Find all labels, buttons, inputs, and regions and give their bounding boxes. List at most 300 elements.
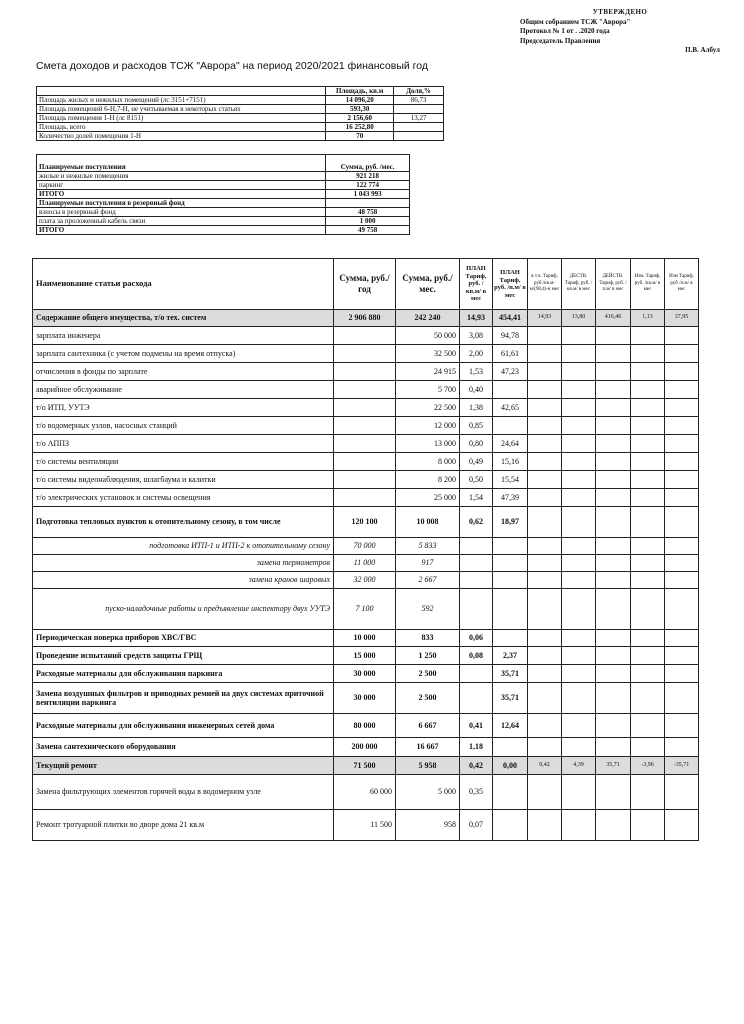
actual-rate-pm: 35,71 [596,757,631,775]
actual-rate-sqm [562,381,596,399]
incl-rate [528,399,562,417]
actual-rate-pm [596,538,631,555]
expense-row [33,453,699,471]
sum-year: 200 000 [334,738,396,757]
expense-row [33,757,699,775]
sum-month: 16 667 [396,738,460,757]
actual-rate-sqm [562,810,596,841]
change-rate-pm [665,775,699,810]
sum-year [334,381,396,399]
expense-row [33,399,699,417]
item-name: зарплата инженера [33,327,334,345]
sum-month: 10 008 [396,507,460,538]
expense-row [33,572,699,589]
plan-rate-pm: 0,00 [493,757,528,775]
actual-rate-sqm: 13,80 [562,310,596,327]
plan-rate-sqm: 0,49 [460,453,493,471]
plan-rate-sqm [460,589,493,630]
sum-year: 60 000 [334,775,396,810]
change-rate-pm [665,489,699,507]
plan-rate-sqm: 2,00 [460,345,493,363]
plan-rate-pm [493,589,528,630]
sum-month: 592 [396,589,460,630]
change-rate-sqm [631,665,665,683]
expense-row [33,738,699,757]
header-sum-year: Сумма, руб./год [334,259,396,310]
area-value: 593,30 [326,105,394,114]
sum-month: 6 667 [396,714,460,738]
sum-month: 8 000 [396,453,460,471]
plan-rate-sqm [460,572,493,589]
area-label: Площадь, всего [37,123,326,132]
sum-year: 7 100 [334,589,396,630]
actual-rate-sqm [562,647,596,665]
plan-rate-pm [493,630,528,647]
sum-year [334,453,396,471]
expense-row [33,714,699,738]
plan-rate-sqm: 0,41 [460,714,493,738]
item-name: зарплата сантехника (с учетом подмены на время отпуска) [33,345,334,363]
actual-rate-sqm [562,471,596,489]
sum-month: 22 500 [396,399,460,417]
plan-rate-pm [493,417,528,435]
change-rate-sqm [631,399,665,417]
area-row [37,96,444,105]
income-value [326,199,410,208]
item-name: аварийное обслуживание [33,381,334,399]
incl-rate [528,381,562,399]
actual-rate-pm [596,555,631,572]
sum-year: 10 000 [334,630,396,647]
plan-rate-sqm: 0,50 [460,471,493,489]
area-label: Площадь помещений 6-Н,7-Н, не учитываемая в некоторых статьях [37,105,326,114]
actual-rate-pm [596,572,631,589]
area-label: Количество долей помещения 1-Н [37,132,326,141]
income-value: 122 774 [326,181,410,190]
incl-rate [528,363,562,381]
plan-rate-sqm [460,555,493,572]
sum-year: 11 500 [334,810,396,841]
change-rate-sqm [631,775,665,810]
change-rate-sqm [631,435,665,453]
item-name: Текущий ремонт [33,757,334,775]
actual-rate-sqm [562,714,596,738]
plan-rate-sqm: 0,40 [460,381,493,399]
change-rate-sqm [631,572,665,589]
item-name: т/о электрических установок и системы освещения [33,489,334,507]
document-title: Смета доходов и расходов ТСЖ "Аврора" на период 2020/2021 финансовый год [36,60,429,72]
change-rate-sqm [631,381,665,399]
actual-rate-pm [596,665,631,683]
actual-rate-sqm [562,327,596,345]
actual-rate-pm [596,399,631,417]
actual-rate-sqm [562,538,596,555]
income-row [37,181,410,190]
sum-month: 5 833 [396,538,460,555]
area-share: 86,73 [394,96,444,105]
change-rate-sqm [631,363,665,381]
actual-rate-sqm [562,630,596,647]
actual-rate-sqm [562,738,596,757]
area-share [394,105,444,114]
item-name: Проведение испытаний средств защиты ГРЩ [33,647,334,665]
sum-year [334,471,396,489]
incl-rate [528,345,562,363]
change-rate-sqm [631,507,665,538]
change-rate-sqm: -3,96 [631,757,665,775]
area-value: 16 252,80 [326,123,394,132]
actual-rate-pm [596,381,631,399]
item-name: т/о системы видеонаблюдения, шлагбаума и калитки [33,471,334,489]
plan-rate-sqm: 1,53 [460,363,493,381]
item-name: Расходные материалы для обслуживания паркинга [33,665,334,683]
header-actual-rate-sqm: ДЕСТВ. Тариф, руб. /кв.м/ в мес [562,259,596,310]
sum-month: 917 [396,555,460,572]
plan-rate-pm: 15,16 [493,453,528,471]
incl-rate [528,589,562,630]
sum-month: 958 [396,810,460,841]
header-item-name: Наименование статьи расхода [33,259,334,310]
area-label: Площадь помещения 1-Н (лс 8151) [37,114,326,123]
approval-title: УТВЕРЖДЕНО [592,8,648,16]
incl-rate [528,775,562,810]
sum-month: 2 500 [396,683,460,714]
incl-rate [528,738,562,757]
sum-month: 8 200 [396,471,460,489]
item-name: т/о АППЗ [33,435,334,453]
plan-rate-sqm: 0,08 [460,647,493,665]
plan-rate-pm: 35,71 [493,665,528,683]
change-rate-sqm [631,714,665,738]
expense-table-body [33,310,699,841]
header-plan-rate-pm: ПЛАН Тариф, руб. /п.м/ в мес [493,259,528,310]
plan-rate-pm: 15,54 [493,471,528,489]
expense-row [33,630,699,647]
change-rate-sqm [631,683,665,714]
area-share: 13,27 [394,114,444,123]
expense-row [33,507,699,538]
incl-rate [528,507,562,538]
plan-rate-sqm: 1,18 [460,738,493,757]
income-label: жилые и нежилые помещения [37,172,326,181]
sum-month: 833 [396,630,460,647]
change-rate-pm [665,381,699,399]
plan-rate-pm: 35,71 [493,683,528,714]
income-value: 1 043 993 [326,190,410,199]
actual-rate-pm [596,589,631,630]
income-value: 921 218 [326,172,410,181]
actual-rate-sqm [562,665,596,683]
income-row [37,199,410,208]
sum-year: 120 100 [334,507,396,538]
actual-rate-pm [596,507,631,538]
expense-table [32,258,699,841]
incl-rate [528,665,562,683]
change-rate-pm [665,345,699,363]
item-name: замена термометров [33,555,334,572]
sum-month: 5 700 [396,381,460,399]
item-name: Ремонт тротуарной плитки во дворе дома 21 кв.м [33,810,334,841]
header-change-rate-sqm: Изм. Тариф, руб. /кв.м/ в мес [631,259,665,310]
actual-rate-sqm [562,435,596,453]
sum-year [334,399,396,417]
change-rate-sqm [631,738,665,757]
change-rate-pm [665,453,699,471]
sum-month: 2 667 [396,572,460,589]
area-header-share: Доля,% [394,87,444,96]
incl-rate [528,810,562,841]
area-header-empty [37,87,326,96]
header-sum-month: Сумма, руб./мес. [396,259,460,310]
plan-rate-sqm [460,665,493,683]
item-name: отчисления в фонды по зарплате [33,363,334,381]
plan-rate-pm: 454,41 [493,310,528,327]
income-row [37,217,410,226]
plan-rate-pm: 47,39 [493,489,528,507]
change-rate-sqm [631,327,665,345]
change-rate-pm [665,572,699,589]
actual-rate-sqm [562,507,596,538]
approval-signatory: П.В. Албул [685,46,720,54]
change-rate-pm [665,683,699,714]
income-label: ИТОГО [37,226,326,235]
expense-row [33,555,699,572]
actual-rate-pm [596,714,631,738]
change-rate-sqm [631,471,665,489]
area-table [36,86,444,141]
income-label: плата за проложенный кабель связи [37,217,326,226]
approval-line-3: Председатель Правления [520,36,601,45]
actual-rate-sqm [562,555,596,572]
approval-line-1: Общим собранием ТСЖ "Аврора" [520,17,631,26]
plan-rate-sqm [460,538,493,555]
change-rate-sqm [631,647,665,665]
actual-rate-sqm [562,417,596,435]
area-row [37,132,444,141]
area-share [394,132,444,141]
item-name: пуско-наладочные работы и предъявление инспектору двух УУТЭ [33,589,334,630]
sum-month: 25 000 [396,489,460,507]
actual-rate-pm [596,775,631,810]
area-label: Площадь жилых и нежилых помещений (лс 3151+7151) [37,96,326,105]
expense-row [33,381,699,399]
change-rate-pm [665,399,699,417]
actual-rate-sqm [562,683,596,714]
actual-rate-sqm: 4,39 [562,757,596,775]
sum-year: 11 000 [334,555,396,572]
incl-rate [528,647,562,665]
incl-rate [528,630,562,647]
plan-rate-pm: 24,64 [493,435,528,453]
actual-rate-sqm [562,345,596,363]
plan-rate-sqm: 0,35 [460,775,493,810]
area-value: 14 096,20 [326,96,394,105]
plan-rate-sqm [460,683,493,714]
plan-rate-pm: 61,61 [493,345,528,363]
plan-rate-pm [493,738,528,757]
actual-rate-pm [596,327,631,345]
change-rate-pm [665,435,699,453]
actual-rate-sqm [562,399,596,417]
plan-rate-pm: 18,97 [493,507,528,538]
change-rate-pm: 37,95 [665,310,699,327]
change-rate-sqm [631,538,665,555]
income-row [37,172,410,181]
plan-rate-pm: 12,64 [493,714,528,738]
sum-year: 80 000 [334,714,396,738]
actual-rate-pm [596,417,631,435]
income-header-label: Планируемые поступления [37,155,326,172]
actual-rate-sqm [562,572,596,589]
plan-rate-sqm: 0,80 [460,435,493,453]
approval-line-2: Протокол № 1 от . .2020 года [520,27,610,35]
actual-rate-pm [596,453,631,471]
change-rate-sqm [631,630,665,647]
sum-year [334,417,396,435]
sum-year: 30 000 [334,683,396,714]
item-name: т/о водомерных узлов, насосных станций [33,417,334,435]
expense-row [33,647,699,665]
sum-month: 5 000 [396,775,460,810]
income-value: 1 000 [326,217,410,226]
income-header-sum: Сумма, руб. /мес. [326,155,410,172]
expense-row [33,327,699,345]
sum-year [334,489,396,507]
item-name: Замена фильтрующих элементов горячей воды в водомерном узле [33,775,334,810]
item-name: Замена воздушных фильтров и приводных ремней на двух системах приточной вентиляции паркинга [33,683,334,714]
change-rate-sqm [631,810,665,841]
sum-month: 13 000 [396,435,460,453]
change-rate-sqm [631,589,665,630]
change-rate-pm [665,471,699,489]
change-rate-pm [665,738,699,757]
item-name: Расходные материалы для обслуживания инженерных сетей дома [33,714,334,738]
plan-rate-sqm: 0,42 [460,757,493,775]
change-rate-sqm [631,555,665,572]
item-name: т/о системы вентиляции [33,453,334,471]
approval-block [520,8,720,56]
sum-year: 30 000 [334,665,396,683]
area-value: 2 156,60 [326,114,394,123]
expense-row [33,810,699,841]
plan-rate-sqm: 0,62 [460,507,493,538]
sum-month: 1 250 [396,647,460,665]
expense-row [33,683,699,714]
area-share [394,123,444,132]
change-rate-sqm [631,489,665,507]
income-table [36,154,410,235]
income-label: ИТОГО [37,190,326,199]
actual-rate-pm [596,630,631,647]
area-value: 70 [326,132,394,141]
plan-rate-sqm: 0,07 [460,810,493,841]
area-table-header [37,87,444,96]
actual-rate-sqm [562,363,596,381]
change-rate-pm [665,589,699,630]
area-header-area: Площадь, кв.м [326,87,394,96]
sum-month: 24 915 [396,363,460,381]
item-name: Содержание общего имущества, т/о тех. систем [33,310,334,327]
expense-row [33,310,699,327]
incl-rate [528,555,562,572]
actual-rate-pm [596,647,631,665]
expense-table-header [33,259,699,310]
income-table-header [37,155,410,172]
plan-rate-pm: 42,65 [493,399,528,417]
change-rate-pm [665,538,699,555]
change-rate-pm [665,555,699,572]
actual-rate-pm [596,345,631,363]
actual-rate-pm [596,810,631,841]
item-name: т/о ИТП, УУТЭ [33,399,334,417]
sum-month: 2 500 [396,665,460,683]
area-row [37,114,444,123]
change-rate-sqm: 1,13 [631,310,665,327]
plan-rate-sqm: 3,08 [460,327,493,345]
income-label: взносы в резервный фонд [37,208,326,217]
sum-year: 32 000 [334,572,396,589]
sum-year: 2 906 880 [334,310,396,327]
plan-rate-sqm: 0,85 [460,417,493,435]
header-incl-rate: в т.ч. Тариф, руб./кв.м-м/(98,4)-в мес [528,259,562,310]
change-rate-pm: -35,71 [665,757,699,775]
incl-rate [528,572,562,589]
actual-rate-pm [596,471,631,489]
incl-rate [528,471,562,489]
change-rate-sqm [631,417,665,435]
plan-rate-pm [493,775,528,810]
change-rate-sqm [631,453,665,471]
income-label: паркинг [37,181,326,190]
income-label: Планируемые поступления в резервный фонд [37,199,326,208]
sum-year [334,435,396,453]
sum-year: 71 500 [334,757,396,775]
plan-rate-sqm: 14,93 [460,310,493,327]
plan-rate-sqm: 1,38 [460,399,493,417]
change-rate-sqm [631,345,665,363]
incl-rate [528,489,562,507]
sum-month: 32 500 [396,345,460,363]
actual-rate-pm [596,363,631,381]
incl-rate [528,453,562,471]
change-rate-pm [665,630,699,647]
actual-rate-sqm [562,453,596,471]
income-value: 48 758 [326,208,410,217]
expense-row [33,363,699,381]
expense-row [33,589,699,630]
plan-rate-pm: 2,37 [493,647,528,665]
expense-row [33,417,699,435]
sum-month: 50 000 [396,327,460,345]
plan-rate-pm [493,572,528,589]
area-row [37,123,444,132]
incl-rate [528,538,562,555]
plan-rate-pm [493,538,528,555]
header-change-rate-pm: Изм Тариф, руб /п.м/ в мес [665,259,699,310]
income-value: 49 758 [326,226,410,235]
actual-rate-pm [596,738,631,757]
actual-rate-pm [596,489,631,507]
actual-rate-sqm [562,775,596,810]
actual-rate-pm [596,683,631,714]
change-rate-pm [665,327,699,345]
item-name: Замена сантехнического оборудования [33,738,334,757]
header-plan-rate-sqm: ПЛАН Тариф, руб. /кв.м/ в мес [460,259,493,310]
change-rate-pm [665,363,699,381]
plan-rate-pm: 47,23 [493,363,528,381]
plan-rate-pm [493,381,528,399]
plan-rate-pm [493,810,528,841]
